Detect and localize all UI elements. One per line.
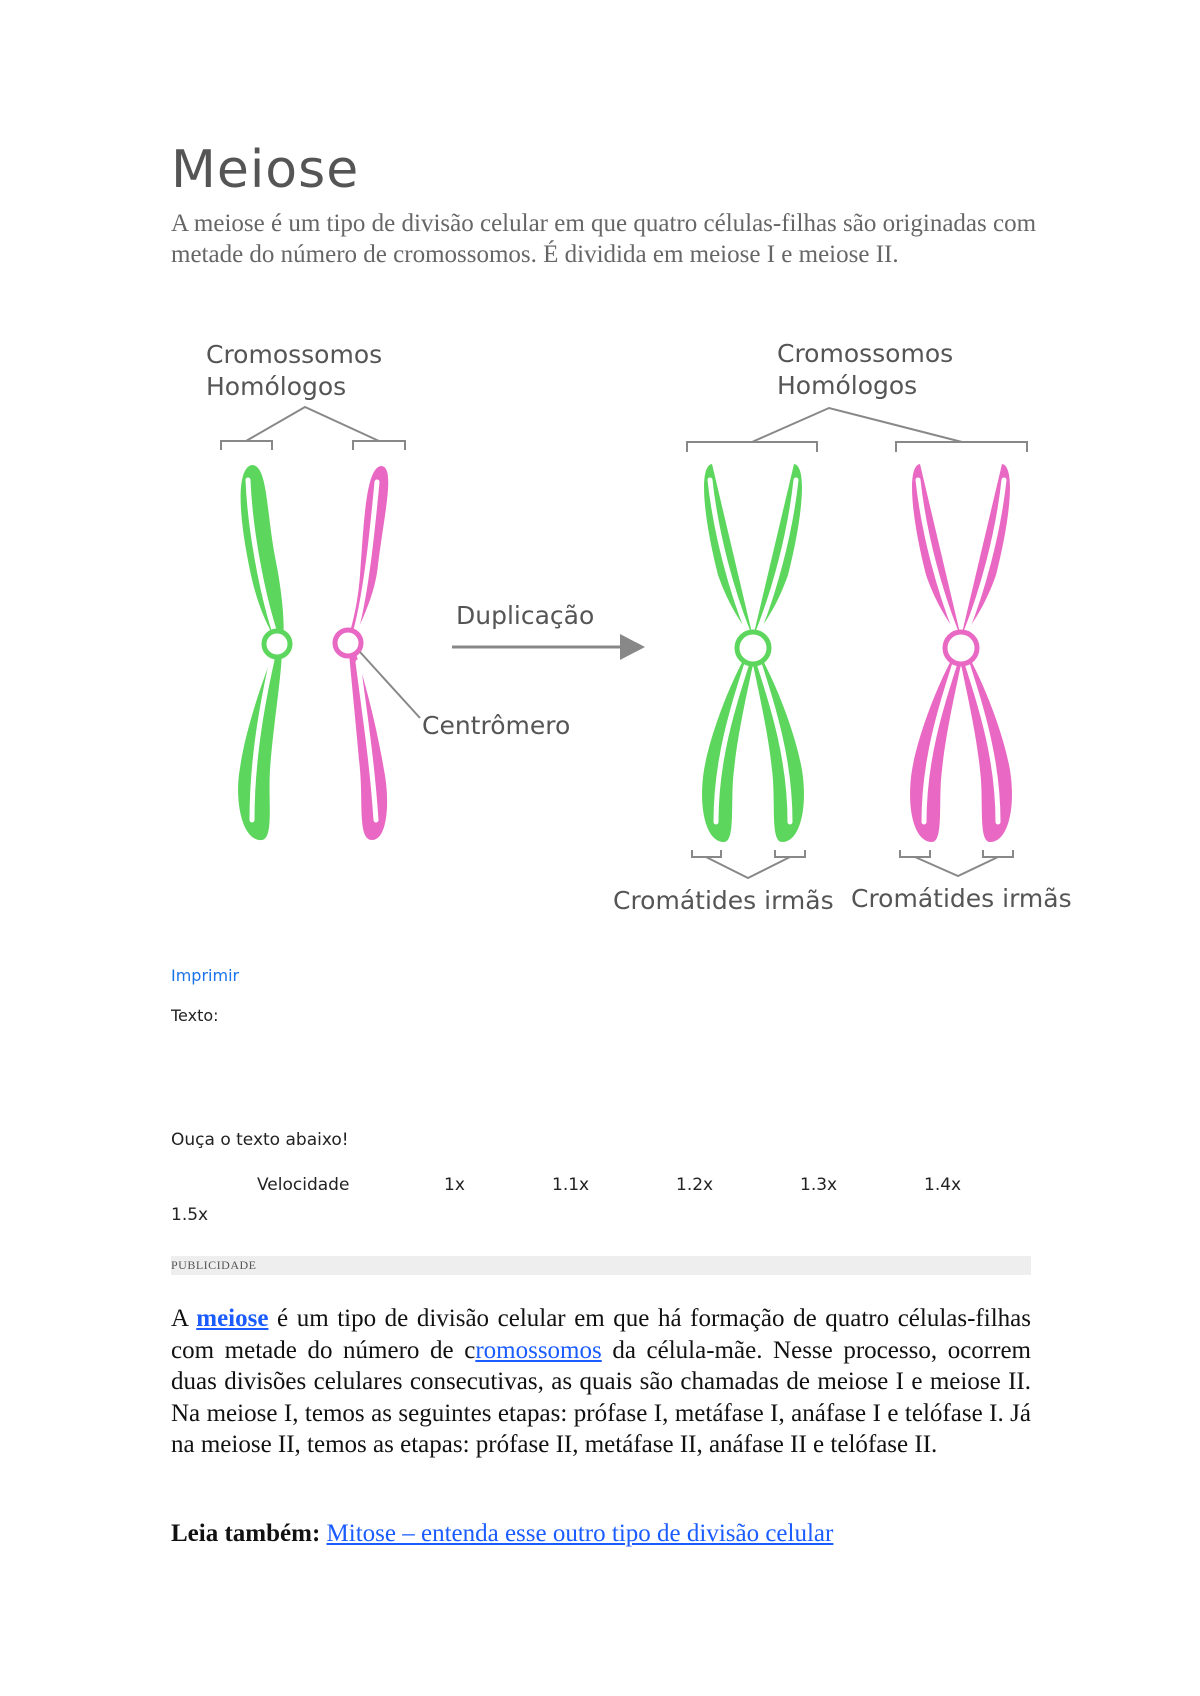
chromosome-green-duplicated: [702, 464, 804, 842]
speed-option-1-2x[interactable]: 1.2x: [676, 1175, 714, 1195]
body-text-part-b: é um tipo de divisão celular em que há formação de quatro células-filhas com metade do número de c: [171, 1305, 1031, 1364]
speed-option-1-3x[interactable]: 1.3x: [800, 1175, 838, 1195]
advertisement-bar: [171, 1256, 1031, 1275]
speed-label: Velocidade: [257, 1175, 350, 1195]
advertisement-label: PUBLICIDADE: [171, 1258, 257, 1272]
cromossomos-link[interactable]: romossomos: [475, 1336, 602, 1364]
speed-option-1-4x[interactable]: 1.4x: [924, 1175, 962, 1195]
leia-tambem: [171, 1520, 833, 1548]
speed-option-1-1x[interactable]: 1.1x: [552, 1175, 590, 1195]
page-title: Meiose: [171, 140, 360, 200]
label-duplicacao: Duplicação: [456, 601, 595, 630]
bracket-homologos-left: [221, 407, 405, 450]
print-link[interactable]: Imprimir: [171, 966, 240, 985]
label-homologos-right-line1: Cromossomos: [777, 339, 954, 368]
bracket-cromatides-right: [900, 850, 1013, 876]
body-text-part-a: A: [171, 1305, 197, 1332]
label-centromero: Centrômero: [422, 711, 571, 740]
intro-paragraph: A meiose é um tipo de divisão celular em que quatro células-filhas são originadas com metade do número de cromossomos. É dividida em meiose I e meiose II.: [171, 210, 1037, 268]
duplication-arrow: [452, 634, 645, 660]
label-homologos-right-line2: Homólogos: [777, 371, 918, 400]
bracket-homologos-right: [687, 408, 1027, 452]
body-text-part-c: da célula-mãe. Nesse processo, ocorrem duas divisões celulares consecutivas, as quais são chamadas de meiose I e meiose II. Na meiose I, temos as seguintes etapas: prófase I, metáfase I, anáfase I e telófase I. Já na meiose II, temos as etapas: prófase II, metáfase II, anáfase II e telófase II.: [171, 1336, 1031, 1458]
diagram-svg: [0, 330, 1200, 930]
speed-option-1-5x[interactable]: 1.5x: [171, 1205, 209, 1225]
body-paragraph: [171, 1303, 1031, 1461]
audio-prompt: Ouça o texto abaixo!: [171, 1130, 349, 1150]
label-cromatides-left: Cromátides irmãs: [613, 886, 834, 915]
meiosis-diagram: [0, 330, 1200, 930]
chromosome-pink-duplicated: [910, 464, 1012, 842]
label-cromatides-right: Cromátides irmãs: [851, 884, 1072, 913]
bracket-cromatides-left: [692, 850, 805, 878]
texto-label: Texto:: [171, 1006, 219, 1025]
chromosome-green-single: [238, 465, 290, 840]
mitose-link[interactable]: Mitose – entenda esse outro tipo de divisão celular: [326, 1520, 834, 1547]
label-homologos-left-line2: Homólogos: [206, 372, 347, 401]
leia-tambem-label: Leia também:: [171, 1520, 321, 1547]
label-homologos-left-line1: Cromossomos: [206, 340, 383, 369]
speed-option-1x[interactable]: 1x: [444, 1175, 465, 1195]
meiose-link[interactable]: meiose: [196, 1305, 269, 1332]
